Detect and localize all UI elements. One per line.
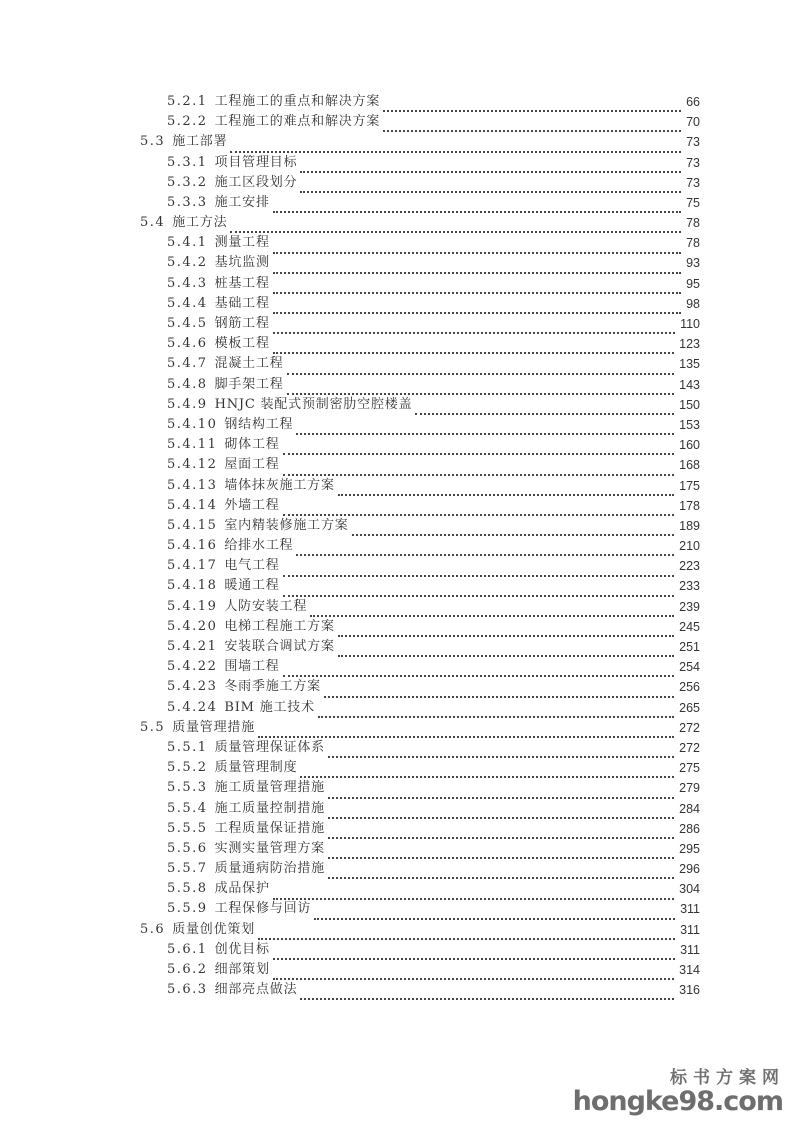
toc-entry-number: 5.4.18 [167, 578, 218, 594]
toc-entry-number: 5.4.1 [167, 235, 208, 251]
toc-entry[interactable] [0, 496, 700, 516]
toc-entry[interactable] [0, 354, 700, 374]
toc-entry-title: 安装联合调试方案 [224, 639, 335, 655]
toc-entry-page: 160 [679, 438, 700, 453]
toc-dotted-leader [273, 964, 674, 980]
toc-entry[interactable] [0, 960, 700, 980]
toc-entry-number: 5.3.2 [167, 174, 208, 190]
toc-entry[interactable] [0, 940, 700, 960]
toc-dotted-leader [338, 641, 674, 657]
toc-entry-page: 251 [679, 640, 700, 655]
toc-entry[interactable] [0, 920, 700, 940]
toc-entry-page: 110 [680, 317, 700, 332]
toc-entry-page: 73 [686, 175, 700, 190]
toc-entry-title: 施工部署 [172, 134, 228, 150]
toc-entry-title: 施工质量管理措施 [214, 780, 325, 796]
toc-dotted-leader [318, 702, 674, 718]
toc-entry-number: 5.5.7 [167, 861, 208, 877]
toc-entry-title: 给排水工程 [224, 538, 294, 554]
toc-entry[interactable] [0, 435, 700, 455]
toc-entry-page: 98 [686, 296, 700, 311]
watermark-logo [573, 1069, 783, 1115]
toc-entry-title: 基础工程 [214, 295, 270, 311]
toc-dotted-leader [328, 742, 674, 758]
toc-dotted-leader [273, 944, 675, 960]
toc-entry[interactable] [0, 900, 700, 920]
toc-entry-number: 5.5.5 [167, 820, 208, 836]
toc-dotted-leader [310, 601, 674, 617]
toc-entry-title: 外墙工程 [224, 497, 280, 513]
toc-entry-title: 创优目标 [214, 941, 270, 957]
toc-entry-title: 脚手架工程 [214, 376, 284, 392]
toc-dotted-leader [287, 359, 675, 375]
toc-dotted-leader [230, 137, 681, 153]
toc-entry[interactable] [0, 657, 700, 677]
toc-dotted-leader [273, 197, 681, 213]
toc-entry[interactable] [0, 112, 700, 132]
toc-entry-title: 混凝土工程 [214, 356, 284, 372]
toc-entry-title: 模板工程 [214, 336, 270, 352]
toc-entry-page: 150 [679, 397, 700, 412]
toc-dotted-leader [273, 258, 681, 274]
toc-entry-page: 78 [686, 216, 700, 231]
toc-entry-number: 5.4.12 [167, 457, 218, 473]
toc-entry-number: 5.4.13 [167, 477, 218, 493]
toc-entry-title: 施工安排 [214, 194, 270, 210]
watermark-site-url: hongke98.com [572, 1086, 783, 1117]
toc-dotted-leader [273, 338, 674, 354]
toc-entry-title: 工程质量保证措施 [214, 820, 325, 836]
toc-entry-page: 135 [679, 357, 700, 372]
toc-entry-page: 78 [686, 236, 700, 251]
toc-dotted-leader [338, 480, 674, 496]
toc-entry-page: 123 [679, 337, 700, 352]
toc-entry-number: 5.4.20 [167, 618, 218, 634]
toc-entry-number: 5.4.8 [167, 376, 208, 392]
toc-dotted-leader [283, 661, 675, 677]
toc-entry-number: 5.4.16 [167, 538, 218, 554]
toc-entry[interactable] [0, 738, 700, 758]
toc-dotted-leader [296, 540, 674, 556]
toc-entry-number: 5.4.10 [167, 416, 218, 432]
toc-entry[interactable] [0, 698, 700, 718]
toc-entry-number: 5.5.4 [167, 800, 208, 816]
toc-entry-title: 围墙工程 [224, 659, 280, 675]
toc-dotted-leader [283, 500, 675, 516]
toc-entry-title: 质量管理保证体系 [214, 739, 325, 755]
toc-entry-page: 175 [679, 478, 700, 493]
toc-dotted-leader [283, 561, 675, 577]
toc-entry-number: 5.6.3 [167, 982, 208, 998]
toc-entry[interactable] [0, 455, 700, 475]
toc-entry-number: 5.4.21 [167, 639, 218, 655]
toc-entry-page: 279 [679, 781, 700, 796]
toc-dotted-leader [258, 722, 674, 738]
toc-entry-page: 93 [686, 256, 700, 271]
toc-entry-title: 暖通工程 [224, 578, 280, 594]
toc-entry-number: 5.5.2 [167, 760, 208, 776]
toc-dotted-leader [338, 621, 674, 637]
toc-dotted-leader [273, 318, 675, 334]
toc-entry-title: 项目管理目标 [214, 154, 298, 170]
toc [0, 92, 700, 1000]
toc-entry-title: 冬雨季施工方案 [224, 679, 321, 695]
toc-dotted-leader [328, 843, 674, 859]
toc-entry-page: 295 [679, 841, 700, 856]
toc-entry[interactable] [0, 516, 700, 536]
toc-entry-page: 272 [679, 720, 700, 735]
toc-entry[interactable] [0, 233, 700, 253]
toc-entry-number: 5.5.6 [167, 840, 208, 856]
toc-entry-number: 5.4 [140, 215, 166, 231]
toc-dotted-leader [415, 399, 674, 415]
toc-entry-title: 砌体工程 [224, 437, 280, 453]
toc-dotted-leader [300, 177, 681, 193]
toc-entry-number: 5.4.11 [167, 437, 218, 453]
toc-entry[interactable] [0, 637, 700, 657]
toc-entry-page: 272 [679, 740, 700, 755]
toc-dotted-leader [287, 379, 675, 395]
toc-entry-page: 296 [679, 862, 700, 877]
toc-dotted-leader [283, 439, 675, 455]
toc-entry-page: 178 [679, 498, 700, 513]
toc-entry-page: 153 [679, 417, 700, 432]
toc-dotted-leader [283, 581, 675, 597]
toc-entry-title: 电梯工程施工方案 [224, 618, 335, 634]
toc-entry[interactable] [0, 556, 700, 576]
toc-entry-page: 314 [679, 963, 700, 978]
toc-entry-title: 细部亮点做法 [214, 982, 298, 998]
toc-entry-number: 5.3 [140, 134, 166, 150]
toc-entry-page: 245 [679, 619, 700, 634]
toc-dotted-leader [383, 116, 681, 132]
toc-entry-page: 256 [679, 680, 700, 695]
toc-entry[interactable] [0, 980, 700, 1000]
toc-entry-title: 施工方法 [172, 215, 228, 231]
toc-entry-title: 工程施工的重点和解决方案 [214, 93, 381, 109]
toc-entry-number: 5.5.8 [167, 881, 208, 897]
toc-entry[interactable] [0, 173, 700, 193]
toc-entry-number: 5.5.1 [167, 739, 208, 755]
toc-entry-page: 311 [680, 922, 700, 937]
toc-dotted-leader [273, 298, 681, 314]
toc-dotted-leader [296, 419, 674, 435]
toc-entry-title: 墙体抹灰施工方案 [224, 477, 335, 493]
toc-entry-page: 168 [679, 458, 700, 473]
toc-dotted-leader [328, 783, 674, 799]
toc-entry[interactable] [0, 476, 700, 496]
toc-entry[interactable] [0, 92, 700, 112]
toc-entry-page: 284 [679, 801, 700, 816]
toc-entry[interactable] [0, 536, 700, 556]
toc-dotted-leader [258, 924, 675, 940]
toc-entry-number: 5.2.2 [167, 114, 208, 130]
watermark-site-name: 标书方案网 [670, 1068, 785, 1089]
toc-entry-number: 5.4.14 [167, 497, 218, 513]
toc-entry[interactable] [0, 213, 700, 233]
toc-entry-page: 189 [679, 518, 700, 533]
toc-entry-title: BIM 施工技术 [224, 699, 315, 715]
toc-dotted-leader [328, 803, 674, 819]
toc-entry-number: 5.4.3 [167, 275, 208, 291]
toc-entry-page: 304 [679, 882, 700, 897]
toc-entry-number: 5.5 [140, 719, 166, 735]
toc-entry-page: 70 [686, 115, 700, 130]
toc-entry-number: 5.3.1 [167, 154, 208, 170]
toc-entry-number: 5.4.9 [167, 396, 208, 412]
toc-entry-number: 5.4.7 [167, 356, 208, 372]
toc-entry[interactable] [0, 132, 700, 152]
toc-entry-title: 施工区段划分 [214, 174, 298, 190]
toc-entry[interactable] [0, 597, 700, 617]
toc-entry-page: 95 [686, 276, 700, 291]
toc-entry[interactable] [0, 677, 700, 697]
toc-entry-page: 239 [679, 599, 700, 614]
toc-entry[interactable] [0, 415, 700, 435]
toc-entry-number: 5.4.15 [167, 517, 218, 533]
toc-entry-number: 5.3.3 [167, 194, 208, 210]
toc-dotted-leader [283, 460, 675, 476]
toc-entry[interactable] [0, 334, 700, 354]
toc-entry-number: 5.4.17 [167, 558, 218, 574]
toc-entry-title: 实测实量管理方案 [214, 840, 325, 856]
toc-entry-title: 施工质量控制措施 [214, 800, 325, 816]
toc-entry-page: 233 [679, 579, 700, 594]
toc-dotted-leader [383, 96, 681, 112]
toc-entry-page: 275 [679, 761, 700, 776]
toc-entry[interactable] [0, 375, 700, 395]
toc-entry-number: 5.5.9 [167, 901, 208, 917]
toc-entry[interactable] [0, 254, 700, 274]
toc-entry[interactable] [0, 274, 700, 294]
toc-entry-title: 室内精装修施工方案 [224, 517, 349, 533]
toc-dotted-leader [273, 278, 681, 294]
toc-dotted-leader [352, 520, 675, 536]
toc-entry-page: 311 [680, 942, 700, 957]
toc-entry-page: 66 [686, 94, 700, 109]
toc-entry-title: 工程保修与回访 [214, 901, 312, 917]
toc-entry-page: 311 [680, 902, 700, 917]
toc-entry[interactable] [0, 718, 700, 738]
toc-entry-number: 5.4.24 [167, 699, 218, 715]
toc-entry-number: 5.4.5 [167, 316, 208, 332]
toc-entry[interactable] [0, 859, 700, 879]
toc-entry-title: 电气工程 [224, 558, 280, 574]
toc-entry-number: 5.4.4 [167, 295, 208, 311]
toc-dotted-leader [328, 823, 674, 839]
toc-entry-page: 73 [686, 155, 700, 170]
toc-dotted-leader [300, 762, 674, 778]
toc-entry[interactable] [0, 395, 700, 415]
toc-entry-number: 5.4.6 [167, 336, 208, 352]
toc-entry-page: 316 [679, 983, 700, 998]
toc-entry-title: HNJC 装配式预制密肋空腔楼盖 [214, 396, 413, 412]
toc-entry-page: 254 [679, 660, 700, 675]
toc-entry-title: 工程施工的难点和解决方案 [214, 114, 381, 130]
toc-entry[interactable] [0, 314, 700, 334]
toc-entry[interactable] [0, 819, 700, 839]
toc-dotted-leader [314, 904, 675, 920]
toc-entry-number: 5.2.1 [167, 93, 208, 109]
toc-dotted-leader [300, 157, 681, 173]
toc-entry-number: 5.4.22 [167, 659, 218, 675]
toc-entry-title: 钢筋工程 [214, 316, 270, 332]
toc-entry[interactable] [0, 758, 700, 778]
toc-entry-page: 143 [679, 377, 700, 392]
toc-dotted-leader [300, 984, 674, 1000]
toc-entry-title: 成品保护 [214, 881, 270, 897]
toc-entry[interactable] [0, 839, 700, 859]
toc-dotted-leader [328, 863, 674, 879]
toc-entry-title: 桩基工程 [214, 275, 270, 291]
toc-entry-number: 5.6.2 [167, 962, 208, 978]
toc-entry-number: 5.6 [140, 921, 166, 937]
toc-entry-title: 基坑监测 [214, 255, 270, 271]
toc-dotted-leader [273, 238, 681, 254]
toc-entry-page: 75 [686, 195, 700, 210]
toc-dotted-leader [230, 217, 681, 233]
toc-dotted-leader [273, 884, 674, 900]
toc-entry-number: 5.4.19 [167, 598, 218, 614]
toc-entry-number: 5.4.2 [167, 255, 208, 271]
toc-dotted-leader [324, 682, 674, 698]
toc-entry[interactable] [0, 617, 700, 637]
toc-entry-number: 5.5.3 [167, 780, 208, 796]
toc-entry-number: 5.4.23 [167, 679, 218, 695]
toc-entry-number: 5.6.1 [167, 941, 208, 957]
toc-entry-page: 265 [679, 700, 700, 715]
toc-entry-title: 质量通病防治措施 [214, 861, 325, 877]
toc-entry-page: 210 [679, 539, 700, 554]
toc-entry-title: 质量管理制度 [214, 760, 298, 776]
toc-entry-title: 细部策划 [214, 962, 270, 978]
toc-entry-title: 钢结构工程 [224, 416, 294, 432]
toc-entry[interactable] [0, 577, 700, 597]
toc-entry[interactable] [0, 799, 700, 819]
toc-entry-page: 73 [686, 135, 700, 150]
toc-entry[interactable] [0, 153, 700, 173]
toc-entry[interactable] [0, 294, 700, 314]
toc-entry[interactable] [0, 879, 700, 899]
toc-entry[interactable] [0, 193, 700, 213]
toc-entry-title: 质量管理措施 [172, 719, 255, 735]
toc-entry-title: 质量创优策划 [172, 921, 255, 937]
toc-entry[interactable] [0, 778, 700, 798]
toc-entry-title: 人防安装工程 [224, 598, 308, 614]
toc-entry-title: 屋面工程 [224, 457, 280, 473]
toc-entry-page: 286 [679, 821, 700, 836]
toc-entry-page: 223 [679, 559, 700, 574]
toc-entry-title: 测量工程 [214, 235, 270, 251]
